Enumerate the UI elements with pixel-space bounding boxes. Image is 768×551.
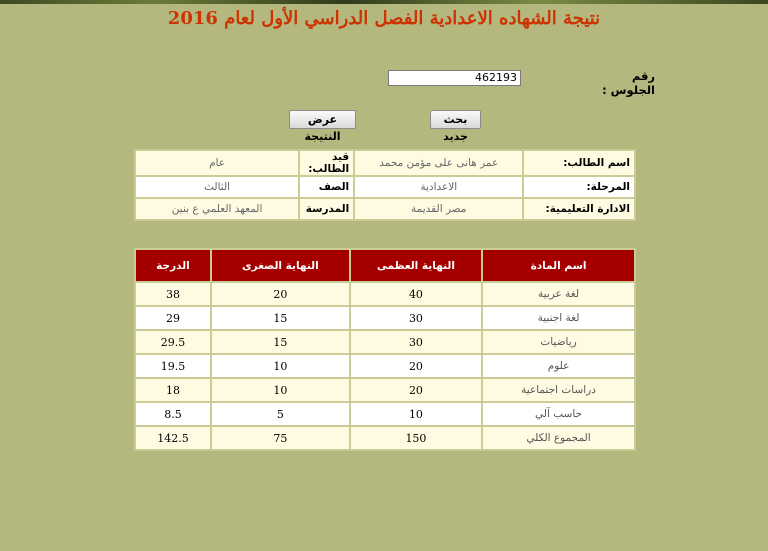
total-row (135, 426, 635, 450)
student-name-value: عمر هانى على مؤمن محمد (354, 150, 523, 176)
directorate-label: الادارة التعليمية: (523, 198, 635, 220)
max-cell: 30 (350, 306, 482, 330)
subject-cell: حاسب آلي (482, 402, 635, 426)
school-value: المعهد العلمي ع بنين (135, 198, 299, 220)
score-cell: 8.5 (135, 402, 211, 426)
min-cell: 75 (211, 426, 350, 450)
stage-value: الاعدادية (354, 176, 523, 198)
subject-column-header: اسم المادة (482, 249, 635, 282)
student-name-label: اسم الطالب: (523, 150, 635, 176)
min-column-header: النهاية الصغرى (211, 249, 350, 282)
min-cell: 15 (211, 306, 350, 330)
enrollment-value: عام (135, 150, 299, 176)
min-cell: 10 (211, 378, 350, 402)
max-cell: 20 (350, 354, 482, 378)
seat-number-input[interactable]: 462193 (388, 70, 521, 86)
min-cell: 5 (211, 402, 350, 426)
min-cell: 20 (211, 282, 350, 306)
subject-cell: علوم (482, 354, 635, 378)
top-decorative-strip (0, 0, 768, 4)
subject-cell: رياضيات (482, 330, 635, 354)
max-cell: 40 (350, 282, 482, 306)
directorate-value: مصر القديمة (354, 198, 523, 220)
score-column-header: الدرجة (135, 249, 211, 282)
student-info-row (135, 150, 635, 176)
table-row (135, 282, 635, 306)
table-row (135, 378, 635, 402)
max-cell: 150 (350, 426, 482, 450)
subject-cell: لغة عربية (482, 282, 635, 306)
show-result-button[interactable]: عرض النتيجة (289, 110, 356, 129)
table-row (135, 402, 635, 426)
table-row (135, 330, 635, 354)
grades-header-row (135, 249, 635, 282)
subject-cell: المجموع الكلي (482, 426, 635, 450)
subject-cell: دراسات اجتماعية (482, 378, 635, 402)
min-cell: 10 (211, 354, 350, 378)
score-cell: 29 (135, 306, 211, 330)
new-search-button[interactable]: بحث جديد (430, 110, 481, 129)
school-label: المدرسة (299, 198, 354, 220)
grade-level-label: الصف (299, 176, 354, 198)
max-cell: 20 (350, 378, 482, 402)
max-cell: 10 (350, 402, 482, 426)
min-cell: 15 (211, 330, 350, 354)
table-row (135, 354, 635, 378)
score-cell: 19.5 (135, 354, 211, 378)
seat-number-label: رقم الجلوس : (602, 69, 655, 97)
enrollment-label: قيد الطالب: (299, 150, 354, 176)
max-cell: 30 (350, 330, 482, 354)
score-cell: 29.5 (135, 330, 211, 354)
grade-level-value: الثالث (135, 176, 299, 198)
score-cell: 38 (135, 282, 211, 306)
max-column-header: النهاية العظمى (350, 249, 482, 282)
grades-table (134, 248, 636, 451)
table-row (135, 306, 635, 330)
page-title: نتيجة الشهاده الاعدادية الفصل الدراسي الأول لعام 2016 (167, 8, 601, 29)
score-cell: 18 (135, 378, 211, 402)
student-info-row (135, 176, 635, 198)
student-info-row (135, 198, 635, 220)
score-cell: 142.5 (135, 426, 211, 450)
student-info-table (134, 149, 636, 221)
stage-label: المرحلة: (523, 176, 635, 198)
subject-cell: لغة اجنبية (482, 306, 635, 330)
